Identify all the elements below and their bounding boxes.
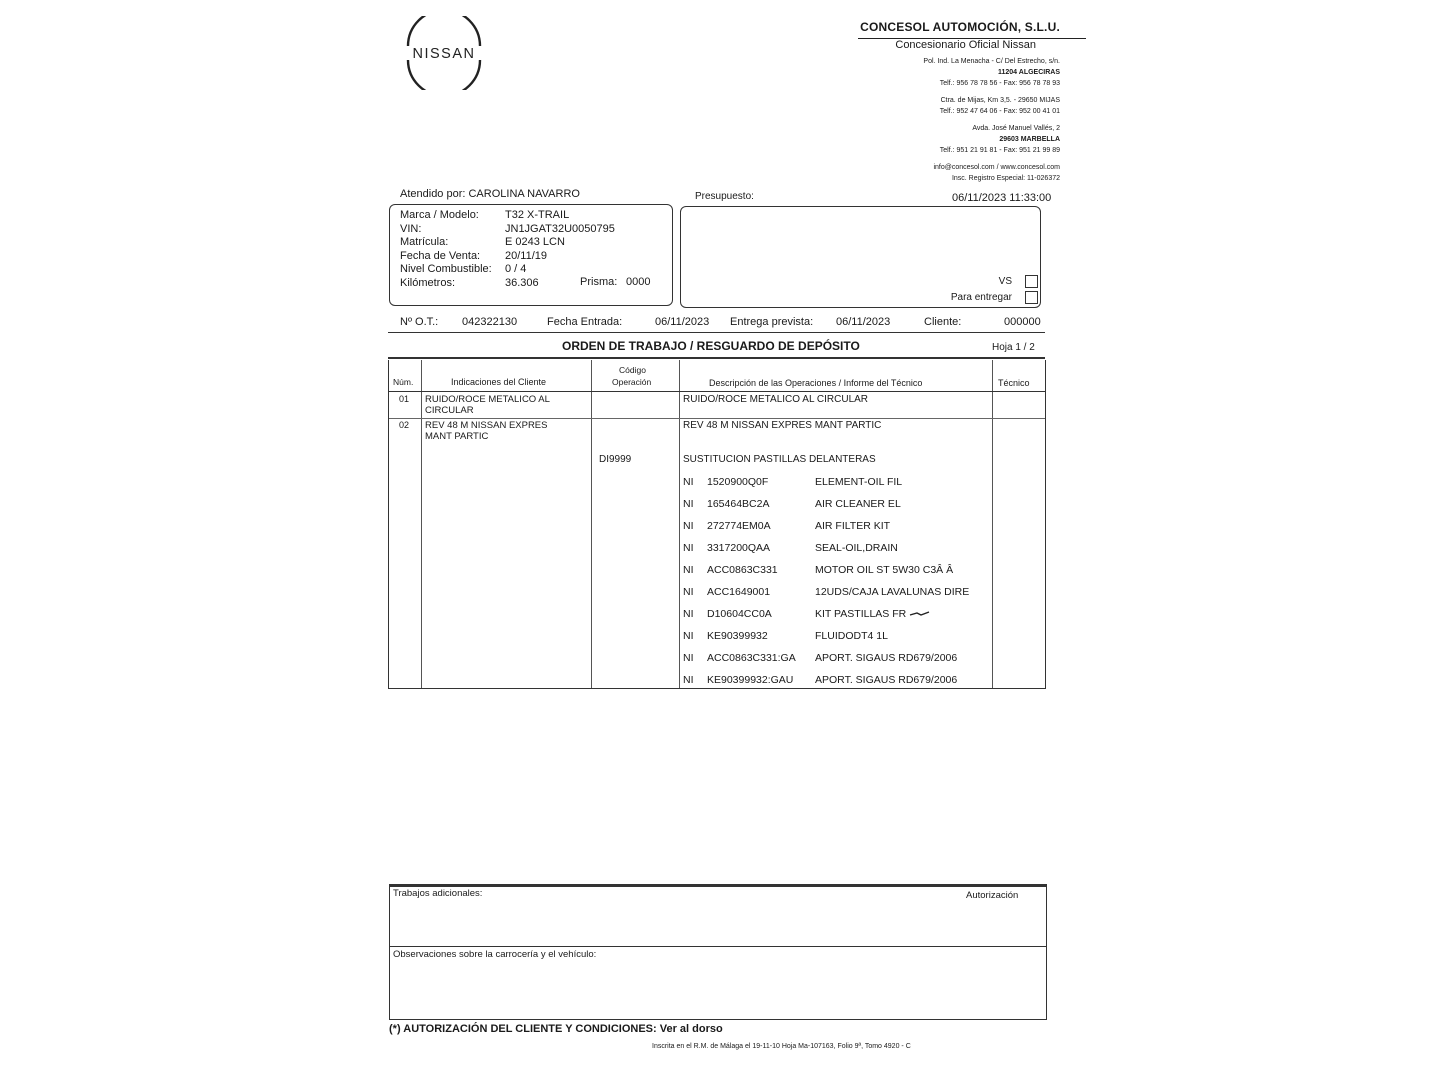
header-code-1: Código — [619, 365, 646, 375]
additional-box — [389, 884, 1047, 1020]
registry-note: Inscrita en el R.M. de Málaga el 19-11-10 Hoja Ma-107163, Folio 9ª, Tomo 4920 - C — [652, 1043, 911, 1050]
part-desc: SEAL-OIL,DRAIN — [815, 542, 898, 554]
title-divider — [388, 357, 1045, 359]
operation-description: SUSTITUCION PASTILLAS DELANTERAS — [683, 454, 876, 465]
client-label: Cliente: — [924, 316, 962, 328]
order-title: ORDEN DE TRABAJO / RESGUARDO DE DEPÓSITO — [562, 339, 860, 353]
company-addresses — [923, 56, 1060, 184]
part-prefix: NI — [683, 498, 694, 510]
vehicle-value: 0 / 4 — [505, 263, 527, 275]
part-desc: AIR CLEANER EL — [815, 498, 901, 510]
box-top-rule — [390, 885, 1046, 887]
col-divider — [421, 360, 422, 688]
logo-text: NISSAN — [412, 46, 476, 62]
part-line — [683, 564, 953, 576]
observations-divider — [390, 946, 1046, 947]
vehicle-value: T32 X-TRAIL — [505, 209, 570, 221]
additional-works-label: Trabajos adicionales: — [393, 888, 483, 899]
part-prefix: NI — [683, 674, 694, 686]
company-header — [740, 20, 1060, 51]
row-description: RUIDO/ROCE METALICO AL CIRCULAR — [683, 394, 869, 405]
ot-number-value: 042322130 — [462, 316, 518, 328]
address-line: info@concesol.com / www.concesol.com — [933, 164, 1060, 171]
address-line: Insc. Registro Especial: 11-026372 — [951, 175, 1060, 182]
part-desc: MOTOR OIL ST 5W30 C3Â Â — [815, 564, 954, 576]
part-line — [683, 652, 957, 664]
page-indicator: Hoja 1 / 2 — [992, 342, 1035, 353]
part-prefix: NI — [683, 630, 694, 642]
indication-line: REV 48 M NISSAN EXPRES — [425, 420, 548, 431]
part-prefix: NI — [683, 564, 694, 576]
part-ref: ACC0863C331 — [707, 564, 778, 576]
part-line — [683, 476, 902, 488]
address-line: Ctra. de Mijas, Km 3,5. - 29650 MIJAS — [940, 97, 1060, 104]
part-desc: ELEMENT-OIL FIL — [815, 476, 903, 488]
order-datetime: 06/11/2023 11:33:00 — [952, 192, 1052, 204]
part-ref: KE90399932:GAU — [707, 674, 794, 686]
part-line — [683, 498, 901, 510]
vehicle-label: VIN: — [400, 222, 422, 235]
part-desc: KIT PASTILLAS FR — [815, 608, 907, 620]
ot-number-label: Nº O.T.: — [400, 316, 439, 328]
part-line — [683, 674, 957, 686]
part-ref: 165464BC2A — [707, 498, 770, 510]
company-rule — [858, 38, 1086, 39]
part-prefix: NI — [683, 652, 694, 664]
vehicle-value: 20/11/19 — [505, 249, 548, 262]
part-line — [683, 542, 898, 554]
part-desc: APORT. SIGAUS RD679/2006 — [815, 652, 958, 664]
vehicle-label: Kilómetros: — [400, 276, 456, 289]
attended-by: Atendido por: CAROLINA NAVARRO — [400, 188, 580, 200]
part-ref: 272774EM0A — [707, 520, 771, 532]
part-desc: APORT. SIGAUS RD679/2006 — [815, 674, 958, 686]
part-line — [683, 608, 931, 620]
part-desc: 12UDS/CAJA LAVALUNAS DIRE — [815, 586, 970, 598]
header-description: Descripción de las Operaciones / Informe del Técnico — [709, 378, 923, 388]
vehicle-label: Marca / Modelo: — [400, 209, 479, 221]
part-desc: AIR FILTER KIT — [815, 520, 891, 532]
vehicle-label: Nivel Combustible: — [400, 263, 492, 275]
entry-date-label: Fecha Entrada: — [547, 316, 623, 328]
indication-line: RUIDO/ROCE METALICO AL — [425, 394, 550, 405]
part-ref: KE90399932 — [707, 630, 768, 642]
part-line — [683, 520, 890, 532]
pen-mark-icon — [909, 610, 931, 618]
address-line: 29603 MARBELLA — [999, 136, 1060, 143]
vehicle-label: Matrícula: — [400, 236, 449, 248]
part-prefix: NI — [683, 476, 694, 488]
col-divider — [591, 360, 592, 688]
client-value: 000000 — [1004, 316, 1041, 328]
vehicle-value: E 0243 LCN — [505, 236, 565, 248]
row-num: 01 — [399, 394, 410, 404]
budget-box — [680, 206, 1041, 308]
part-ref: 3317200QAA — [707, 542, 771, 554]
top-divider — [388, 332, 1045, 333]
address-line: Avda. José Manuel Vallés, 2 — [972, 125, 1060, 132]
part-line — [683, 586, 969, 598]
vehicle-info-box — [389, 204, 673, 306]
observations-label: Observaciones sobre la carrocería y el vehículo: — [393, 949, 597, 960]
row-description: REV 48 M NISSAN EXPRES MANT PARTIC — [683, 420, 882, 431]
vehicle-label: Fecha de Venta: — [400, 249, 481, 262]
deliver-label: Para entregar — [950, 292, 1012, 303]
delivery-date-value: 06/11/2023 — [836, 316, 891, 328]
vehicle-value: 36.306 — [505, 276, 539, 289]
part-ref: 1520900Q0F — [707, 476, 769, 488]
header-tech: Técnico — [998, 378, 1030, 388]
address-line: 11204 ALGECIRAS — [998, 69, 1060, 76]
part-ref: ACC1649001 — [707, 586, 771, 598]
client-authorization-note: (*) AUTORIZACIÓN DEL CLIENTE Y CONDICIONES: Ver al dorso — [389, 1023, 723, 1035]
indication-line: MANT PARTIC — [425, 431, 489, 442]
address-line: Telf.: 956 78 78 56 - Fax: 956 78 78 93 — [939, 80, 1060, 87]
address-line: Telf.: 951 21 91 81 - Fax: 951 21 99 89 — [939, 147, 1060, 154]
row-num: 02 — [399, 420, 410, 430]
part-prefix: NI — [683, 520, 694, 532]
part-prefix: NI — [683, 542, 694, 554]
prisma-value: 0000 — [626, 276, 651, 288]
address-line: Pol. Ind. La Menacha - C/ Del Estrecho, s/n. — [923, 58, 1060, 65]
address-line: Telf.: 952 47 64 06 - Fax: 952 00 41 01 — [939, 108, 1060, 115]
row-divider — [389, 418, 1045, 419]
part-ref: D10604CC0A — [707, 608, 772, 620]
part-prefix: NI — [683, 586, 694, 598]
entry-date-value: 06/11/2023 — [655, 316, 710, 328]
vs-checkbox[interactable] — [1025, 275, 1038, 288]
operation-code: DI9999 — [599, 454, 632, 465]
col-divider — [679, 360, 680, 688]
vehicle-value: JN1JGAT32U0050795 — [505, 222, 615, 235]
delivery-date-label: Entrega prevista: — [730, 316, 814, 328]
company-subtitle: Concesionario Oficial Nissan — [895, 39, 1036, 51]
header-indications: Indicaciones del Cliente — [451, 377, 547, 387]
part-line — [683, 630, 888, 642]
vs-label: VS — [998, 276, 1012, 287]
header-num: Núm. — [393, 377, 414, 387]
part-ref: ACC0863C331:GA — [707, 652, 796, 664]
header-divider — [389, 391, 1045, 392]
deliver-checkbox[interactable] — [1025, 291, 1038, 304]
prisma-label: Prisma: — [580, 276, 618, 288]
operations-table — [388, 360, 1046, 689]
row-indication — [425, 394, 550, 416]
part-prefix: NI — [683, 608, 694, 620]
nissan-logo — [398, 16, 490, 90]
indication-line: CIRCULAR — [425, 405, 474, 416]
col-divider — [992, 360, 993, 688]
authorization-label: Autorización — [966, 890, 1019, 901]
part-desc: FLUIDODT4 1L — [815, 630, 888, 642]
company-name: CONCESOL AUTOMOCIÓN, S.L.U. — [860, 20, 1060, 34]
header-code-2: Operación — [612, 377, 652, 387]
budget-label: Presupuesto: — [695, 191, 754, 202]
row-indication — [425, 420, 547, 442]
